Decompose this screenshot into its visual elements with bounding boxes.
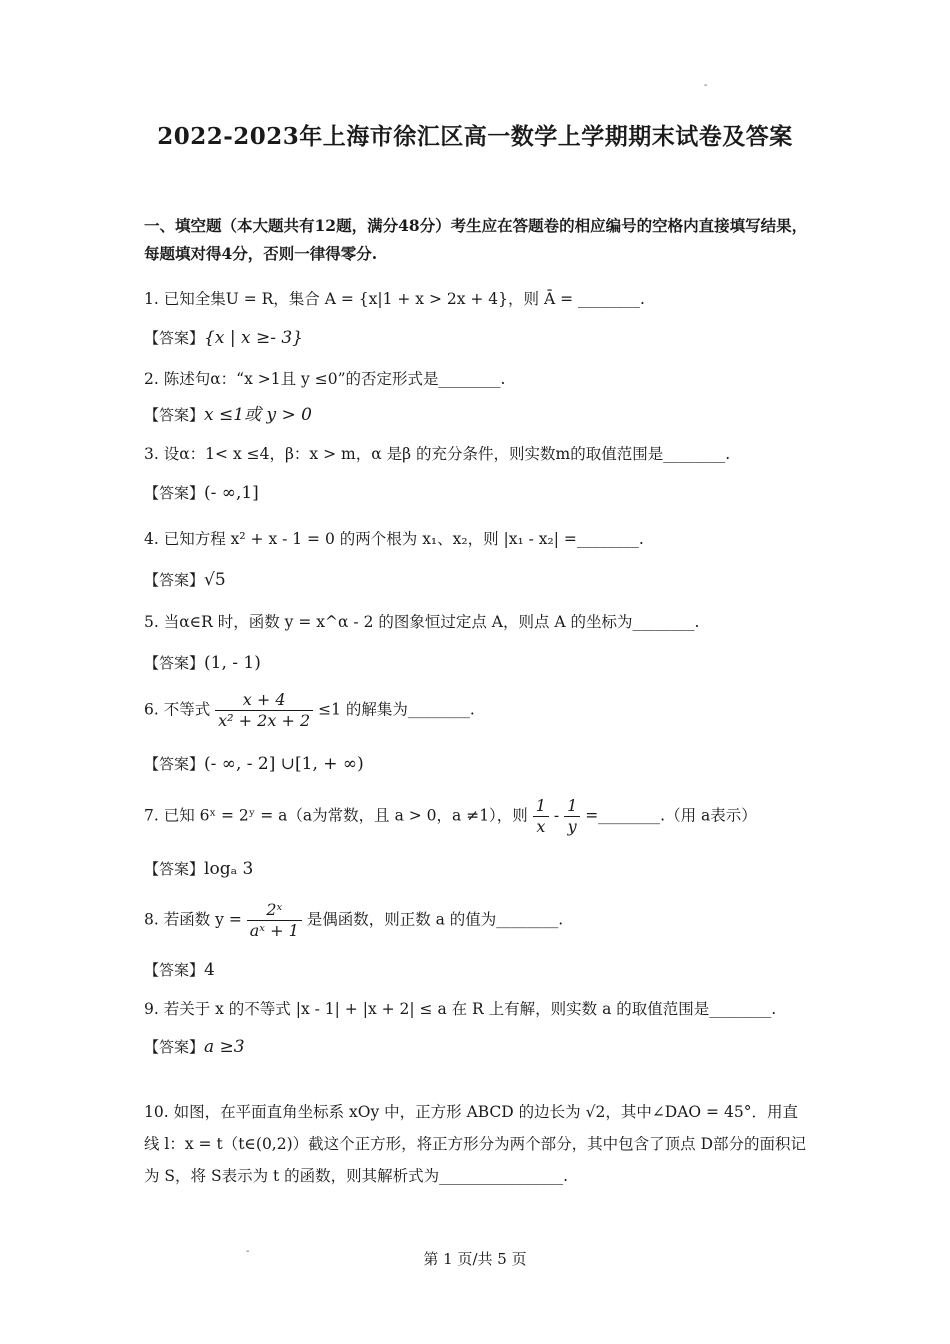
question-3: 3. 设α：1< x ≤4，β：x > m，α 是β 的充分条件，则实数m的取值范围是________. (144, 445, 731, 463)
question-4: 4. 已知方程 x² + x - 1 = 0 的两个根为 x₁、x₂，则 |x₁ - x₂| =________. (144, 530, 644, 548)
answer-5 (144, 650, 812, 676)
question-7 (144, 796, 812, 837)
answer-value: x ≤1或 y > 0 (204, 405, 312, 425)
answer-value: (1, - 1) (204, 653, 261, 673)
answer-4 (144, 567, 812, 593)
fraction-denominator: aˣ + 1 (249, 921, 299, 940)
fraction (247, 900, 302, 941)
footer-mark: - (246, 1246, 250, 1257)
fraction-numerator: 2ˣ (247, 900, 302, 921)
answer-7 (144, 856, 812, 882)
answer-tag: 【答案】 (144, 860, 205, 878)
page-title: 2022-2023年上海市徐汇区高一数学上学期期末试卷及答案 (157, 123, 793, 150)
answer-value: √5 (204, 570, 226, 590)
answer-2 (144, 402, 812, 428)
fraction-numerator: 1 (564, 796, 580, 817)
answer-value: {x | x ≥- 3} (204, 328, 303, 348)
answer-tag: 【答案】 (144, 406, 205, 424)
fraction-numerator: x + 4 (215, 690, 313, 711)
answer-tag: 【答案】 (144, 571, 205, 589)
fraction (215, 690, 313, 731)
answer-tag: 【答案】 (144, 329, 205, 347)
minus-sign: - (553, 806, 560, 825)
answer-tag: 【答案】 (144, 961, 205, 979)
answer-8 (144, 957, 812, 983)
answer-tag: 【答案】 (144, 755, 205, 773)
answer-tag: 【答案】 (144, 484, 205, 502)
question-text: 6. 不等式 (144, 700, 211, 719)
fraction-denominator: y (567, 817, 577, 836)
corner-mark: - (704, 80, 708, 91)
question-9: 9. 若关于 x 的不等式 |x - 1| + |x + 2| ≤ a 在 R 上有解，则实数 a 的取值范围是________. (144, 1000, 777, 1018)
question-text: 8. 若函数 y = (144, 910, 242, 929)
question-text: 7. 已知 6ˣ = 2ʸ = a（a为常数，且 a > 0，a ≠1），则 (144, 806, 528, 825)
question-5: 5. 当α∈R 时，函数 y = x^α - 2 的图象恒过定点 A，则点 A 的坐标为________. (144, 613, 700, 631)
answer-value: (- ∞,1] (204, 483, 259, 503)
answer-value: a ≥3 (204, 1037, 245, 1057)
question-6 (144, 690, 812, 731)
question-text: =________.（用 a表示） (585, 806, 757, 825)
answer-9 (144, 1034, 812, 1060)
answer-1 (144, 325, 812, 351)
question-8 (144, 900, 812, 941)
fraction (564, 796, 580, 837)
fraction-denominator: x (536, 817, 546, 836)
fraction (533, 796, 549, 837)
answer-value: logₐ 3 (204, 859, 254, 879)
question-text: 是偶函数，则正数 a 的值为________. (306, 910, 564, 929)
answer-6 (144, 751, 812, 777)
section-heading: 一、填空题（本大题共有12题，满分48分）考生应在答题卷的相应编号的空格内直接填写结果，每题填对得4分，否则一律得零分. (144, 216, 808, 263)
answer-value: 4 (204, 960, 215, 980)
question-2: 2. 陈述句α：“x >1且 y ≤0”的否定形式是________. (144, 370, 506, 388)
page-footer: 第 1 页/共 5 页 (423, 1250, 527, 1268)
answer-tag: 【答案】 (144, 1038, 205, 1056)
fraction-numerator: 1 (533, 796, 549, 817)
question-text: ≤1 的解集为________. (318, 700, 475, 719)
answer-3 (144, 480, 812, 506)
answer-tag: 【答案】 (144, 654, 205, 672)
answer-value: (- ∞, - 2] ∪[1, + ∞) (204, 754, 364, 774)
question-1: 1. 已知全集U = R，集合 A = {x|1 + x > 2x + 4}，则 Ā = ________. (144, 290, 645, 308)
fraction-denominator: x² + 2x + 2 (218, 711, 311, 730)
question-10: 10. 如图，在平面直角坐标系 xOy 中，正方形 ABCD 的边长为 √2，其中∠DAO = 45°．用直线 l：x = t（t∈(0,2)）截这个正方形，将正方形分为两个部分，其中包含了顶点 D部分的面积记为 S，将 S表示为 t 的函数，则其解析式为________________. (144, 1103, 806, 1185)
